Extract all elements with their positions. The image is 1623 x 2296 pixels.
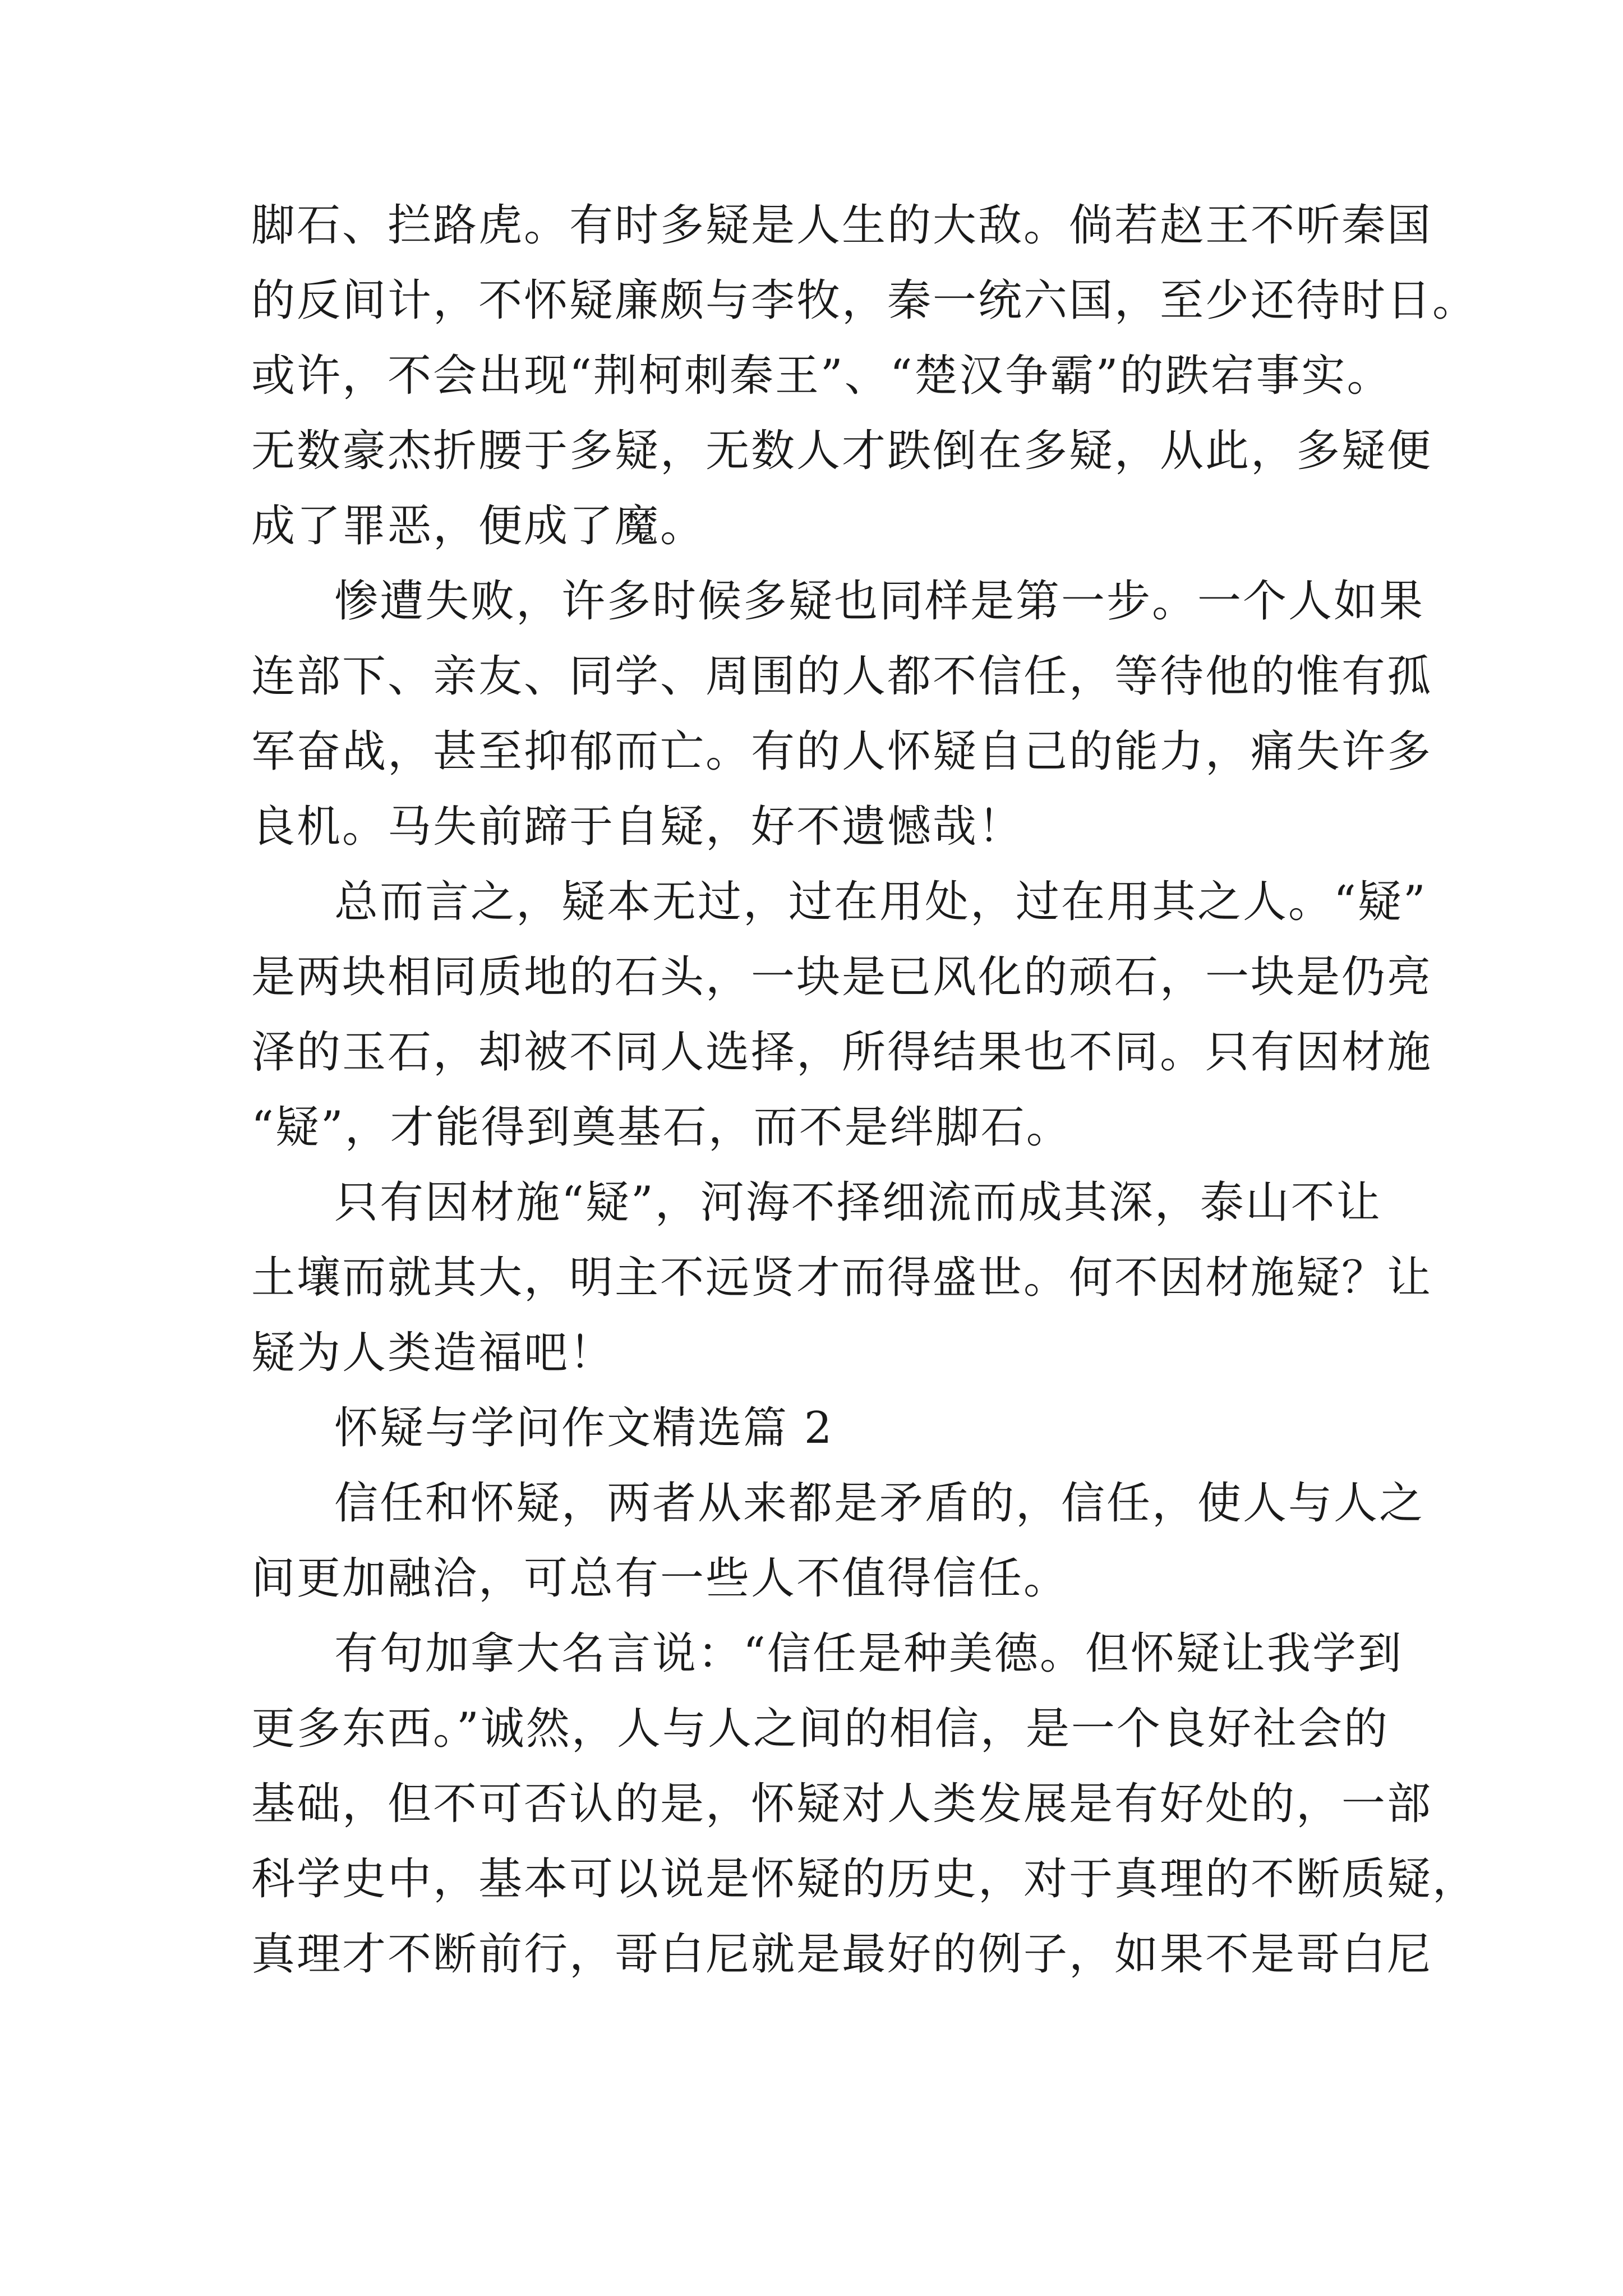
text-line: 军奋战，甚至抑郁而亡。有的人怀疑自己的能力，痛失许多: [251, 726, 1433, 777]
text-line: 间更加融洽，可总有一些人不值得信任。: [251, 1553, 1069, 1604]
text-line: 科学史中，基本可以说是怀疑的历史，对于真理的不断质疑，: [251, 1854, 1478, 1904]
text-line: 脚石、拦路虎。有时多疑是人生的大敌。倘若赵王不听秦国: [251, 200, 1433, 251]
text-line: 更多东西。”诚然，人与人之间的相信，是一个良好社会的: [251, 1704, 1389, 1754]
text-line: 良机。马失前蹄于自疑，好不遗憾哉！: [251, 802, 1024, 852]
text-line: 成了罪恶，便成了魔。: [251, 501, 706, 551]
text-line: 的反间计，不怀疑廉颇与李牧，秦一统六国，至少还待时日。: [251, 275, 1478, 326]
text-line: 只有因材施“疑”，河海不择细流而成其深，泰山不让: [334, 1177, 1382, 1228]
text-line: 信任和怀疑，两者从来都是矛盾的，信任，使人与人之: [334, 1478, 1425, 1529]
text-line: 无数豪杰折腰于多疑，无数人才跌倒在多疑，从此，多疑便: [251, 426, 1433, 476]
text-line: 真理才不断前行，哥白尼就是最好的例子，如果不是哥白尼: [251, 1929, 1433, 1980]
text-line: 泽的玉石，却被不同人选择，所得结果也不同。只有因材施: [251, 1027, 1433, 1078]
text-line: 基础，但不可否认的是，怀疑对人类发展是有好处的，一部: [251, 1779, 1433, 1829]
text-line: 或许，不会出现“荆柯刺秦王”、“楚汉争霸”的跌宕事实。: [251, 351, 1393, 401]
text-line: 土壤而就其大，明主不远贤才而得盛世。何不因材施疑？让: [251, 1253, 1433, 1303]
text-line: 连部下、亲友、同学、周围的人都不信任，等待他的惟有孤: [251, 651, 1433, 702]
document-body: [251, 188, 1478, 1992]
text-line: 是两块相同质地的石头，一块是已风化的顽石，一块是仍亮: [251, 952, 1433, 1002]
text-line: “疑”，才能得到奠基石，而不是绊脚石。: [251, 1102, 1072, 1153]
text-line: 惨遭失败，许多时候多疑也同样是第一步。一个人如果: [334, 576, 1425, 627]
text-line: 总而言之，疑本无过，过在用处，过在用其之人。“疑”: [334, 877, 1427, 927]
section-heading: 怀疑与学问作文精选篇 2: [334, 1403, 834, 1453]
text-line: 有句加拿大名言说：“信任是种美德。但怀疑让我学到: [334, 1628, 1403, 1679]
text-line: 疑为人类造福吧！: [251, 1328, 615, 1378]
